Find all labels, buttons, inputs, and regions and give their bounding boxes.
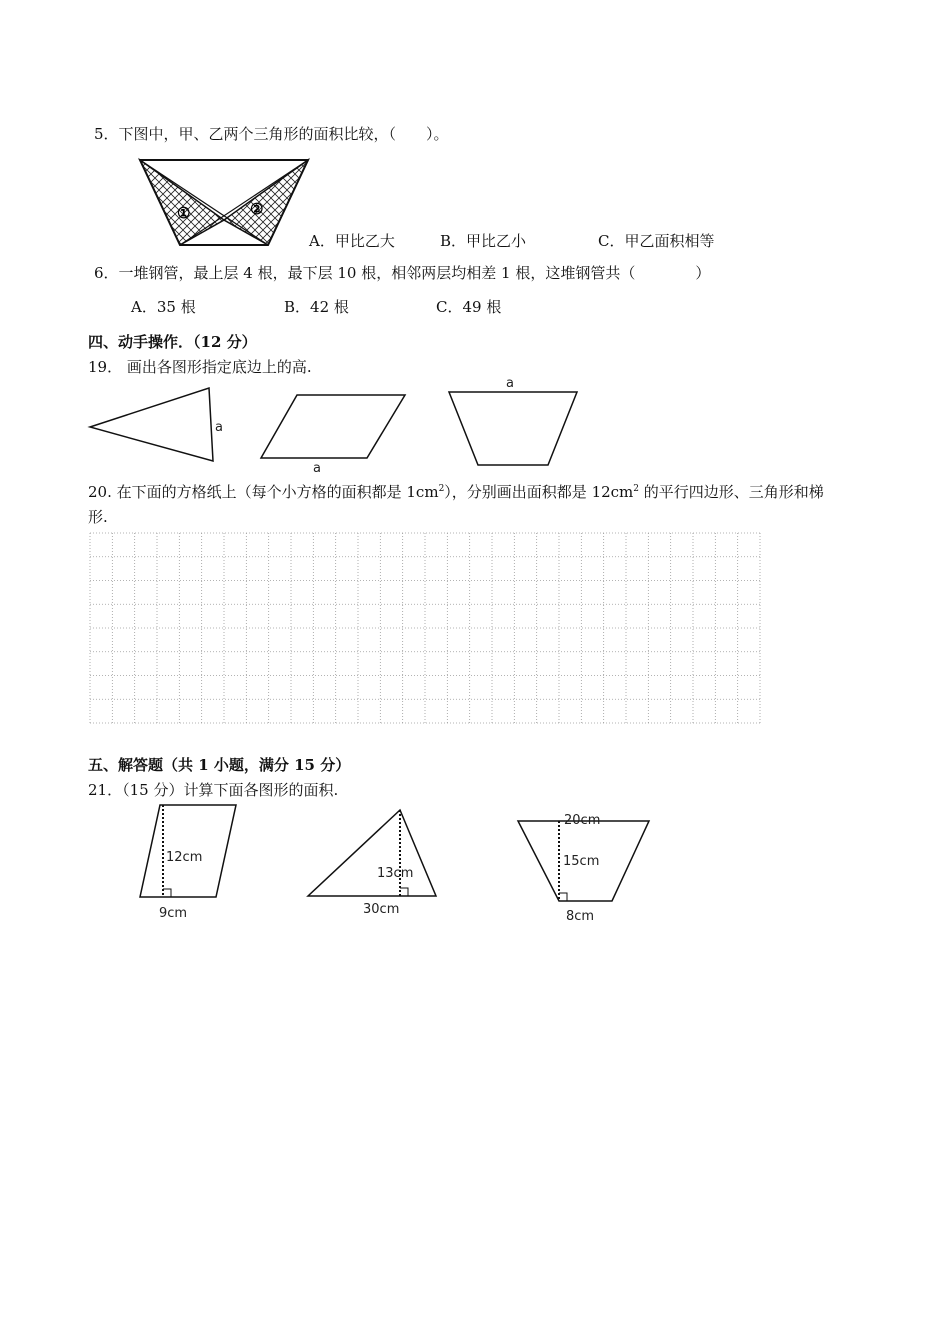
q19-parallelogram-base-label: a (313, 461, 321, 476)
q21-parallelogram-base-label: 9cm (159, 906, 188, 921)
q5-option-a[interactable]: A．甲比乙大 (309, 232, 395, 250)
section4-title: 四、动手操作．（12 分） (88, 333, 257, 351)
q6-option-a[interactable]: A．35 根 (131, 298, 196, 316)
q19-trapezoid-base-label: a (506, 376, 514, 391)
q20-text-line2: 形. (88, 508, 108, 526)
q21-triangle-base-label: 30cm (363, 902, 400, 917)
q5-option-c[interactable]: C．甲乙面积相等 (598, 232, 715, 250)
q6-text: 6．一堆钢管，最上层 4 根，最下层 10 根，相邻两层均相差 1 根，这堆钢管共（ ） (94, 264, 711, 282)
q21-parallelogram-height-label: 12cm (166, 850, 203, 865)
q5-option-b[interactable]: B．甲比乙小 (440, 232, 527, 250)
q21-trapezoid-bottom-label: 8cm (566, 909, 595, 924)
q5-label-1: ① (177, 204, 191, 222)
q6-option-c[interactable]: C．49 根 (436, 298, 502, 316)
q5-text: 5．下图中，甲、乙两个三角形的面积比较，（ ）。 (94, 125, 449, 143)
q21-text: 21．（15 分）计算下面各图形的面积. (88, 781, 339, 799)
q6-option-b[interactable]: B．42 根 (284, 298, 349, 316)
section5-title: 五、解答题（共 1 小题，满分 15 分） (88, 756, 351, 774)
q21-triangle-height-label: 13cm (377, 866, 414, 881)
q19-text: 19． 画出各图形指定底边上的高. (88, 358, 312, 376)
q21-trapezoid-height-label: 15cm (563, 854, 600, 869)
q20-text-line1: 20. 在下面的方格纸上（每个小方格的面积都是 $1cm^2$），分别画出面积都是 $12cm^2$ 的平行四边形、三角形和梯 (88, 483, 824, 501)
q21-triangle (308, 810, 436, 896)
q19-triangle-base-label: a (215, 420, 223, 435)
q5-label-2: ② (250, 200, 264, 218)
q21-trapezoid-top-label: 20cm (564, 813, 601, 828)
